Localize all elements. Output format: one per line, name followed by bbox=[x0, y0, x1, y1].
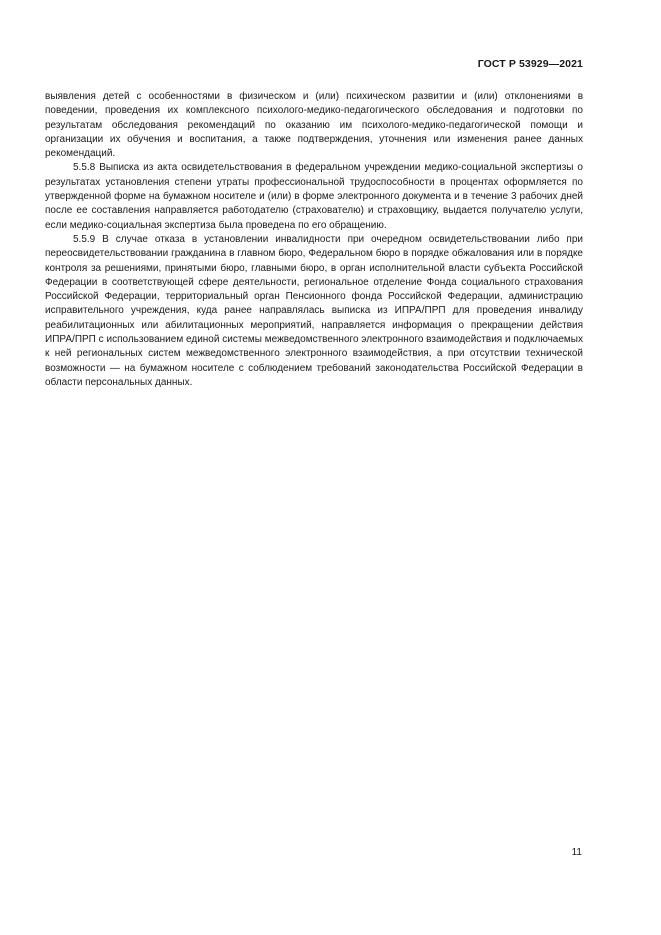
paragraph-continuation: выявления детей с особенностями в физическом и (или) психическом развитии и (или) отклонениями в поведении, проведения их комплексного психолого-медико-педагогического обследования и подготовки по результатам обследования рекомендаций по оказанию им психолого-медико-педагогической помощи и организации их обучения и воспитания, а также подтверждения, уточнения или изменения ранее данных рекомендаций. bbox=[45, 91, 583, 160]
page-number: 11 bbox=[571, 847, 582, 858]
standard-code-header: ГОСТ Р 53929—2021 bbox=[477, 58, 583, 70]
document-body bbox=[45, 90, 583, 390]
paragraph-5-5-8: 5.5.8 Выписка из акта освидетельствования в федеральном учреждении медико-социальной экспертизы о результатах установления степени утраты профессиональной трудоспособности в процентах оформляется по утвержденной форме на бумажном носителе и (или) в форме электронного документа и в течение 3 рабочих дней после ее составления направляется работодателю (страхователю) и страховщику, выдается получателю услуги, если медико-социальная экспертиза была проведена по его обращению. bbox=[45, 162, 583, 231]
paragraph-5-5-9: 5.5.9 В случае отказа в установлении инвалидности при очередном освидетельствовании либо при переосвидетельствовании гражданина в главном бюро, Федеральном бюро в порядке обжалования или в порядке контроля за решениями, принятыми бюро, главными бюро, в орган исполнительной власти субъекта Российской Федерации в соответствующей сфере деятельности, региональное отделение Фонда социального страхования Российской Федерации, территориальный орган Пенсионного фонда Российской Федерации, администрацию исправительного учреждения, куда ранее направлялась выписка из ИПРА/ПРП для проведения инвалиду реабилитационных или абилитационных мероприятий, направляется информация о прекращении действия ИПРА/ПРП с использованием единой системы межведомственного электронного взаимодействия и подключаемых к ней региональных систем межведомственного электронного взаимодействия, а при отсутствии технической возможности — на бумажном носителе с соблюдением требований законодательства Российской Федерации в области персональных данных. bbox=[45, 233, 583, 388]
